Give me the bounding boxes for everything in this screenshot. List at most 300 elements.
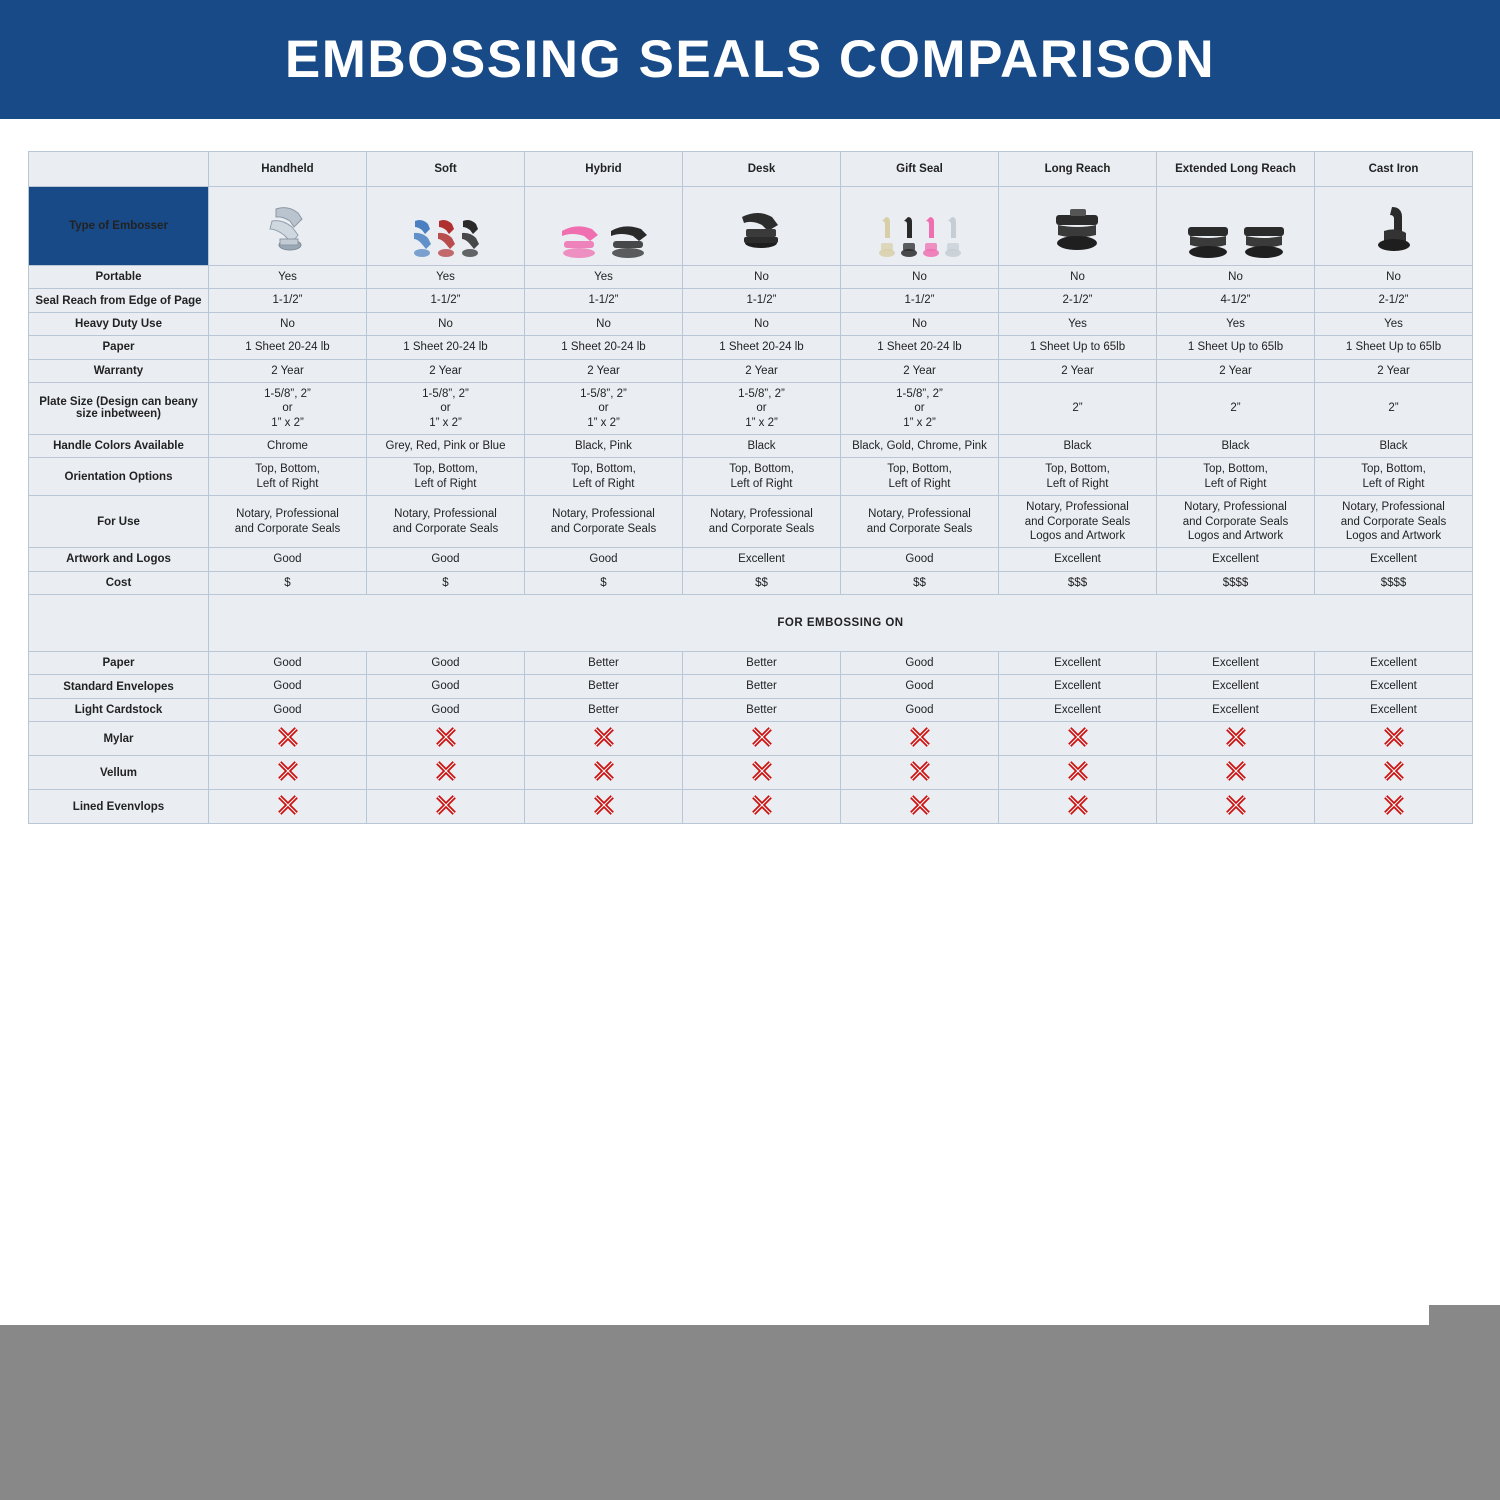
cell-value [1157, 435, 1315, 458]
cell-value [1157, 266, 1315, 289]
cell-text: Better [588, 657, 619, 669]
row-label-paper: Paper [29, 336, 209, 359]
row-label-warranty: Warranty [29, 359, 209, 382]
cell-value [209, 675, 367, 698]
cell-icon [841, 790, 999, 824]
column-header-cast-iron: Cast Iron [1315, 152, 1473, 187]
cast-iron-embosser-image [1315, 187, 1472, 265]
cell-value [525, 382, 683, 434]
cell-value [1315, 548, 1473, 571]
cell-value [1315, 312, 1473, 335]
cell-value [999, 382, 1157, 434]
cell-value [209, 698, 367, 721]
extended-long-reach-embosser-image [1157, 187, 1314, 265]
column-header-gift-seal: Gift Seal [841, 152, 999, 187]
cell-value [683, 435, 841, 458]
cell-text: Excellent [1212, 657, 1259, 669]
cell-value [525, 336, 683, 359]
cell-value [841, 458, 999, 496]
x-mark-icon [1383, 794, 1405, 816]
cell-text: Excellent [1212, 553, 1259, 566]
cell-text: 2 Year [1219, 364, 1252, 377]
table-row [29, 548, 1473, 571]
cell-text: 2” [1230, 402, 1241, 415]
cell-value [841, 382, 999, 434]
cell-value [683, 359, 841, 382]
column-header-handheld: Handheld [209, 152, 367, 187]
cell-text: Top, Bottom, Left of Right [1361, 463, 1426, 490]
cell-value [367, 548, 525, 571]
row-label-handle-colors-available: Handle Colors Available [29, 435, 209, 458]
cell-text: 2 Year [903, 364, 936, 377]
cell-value [525, 458, 683, 496]
x-mark-icon [277, 794, 299, 816]
cell-text: Good [905, 703, 934, 716]
cell-icon [999, 722, 1157, 756]
cell-icon [525, 756, 683, 790]
embosser-image-cell-cast-iron [1315, 187, 1473, 266]
cell-text: 1-1/2” [746, 294, 777, 307]
cell-text: Notary, Professional and Corporate Seals [392, 508, 499, 535]
cell-text: Good [273, 553, 302, 566]
x-mark-icon [593, 726, 615, 748]
cell-text: Good [905, 680, 934, 693]
cell-value [999, 571, 1157, 594]
table-header-row [29, 152, 1473, 187]
cell-value [841, 548, 999, 571]
cell-text: Notary, Professional and Corporate Seals [708, 508, 815, 535]
row-label-vellum: Vellum [29, 756, 209, 790]
cell-icon [683, 756, 841, 790]
cell-text: 1 Sheet 20-24 lb [403, 341, 488, 354]
table-row [29, 496, 1473, 548]
column-header-hybrid: Hybrid [525, 152, 683, 187]
cell-value [999, 359, 1157, 382]
cell-text: Black [1063, 440, 1092, 452]
cell-text: Good [431, 680, 460, 693]
cell-value [1315, 652, 1473, 675]
x-mark-icon [435, 726, 457, 748]
cell-text: No [754, 317, 769, 330]
cell-icon [1315, 756, 1473, 790]
cell-text: No [1228, 271, 1243, 283]
cell-value [1157, 359, 1315, 382]
x-mark-icon [909, 794, 931, 816]
cell-icon [683, 722, 841, 756]
cell-icon [209, 722, 367, 756]
cell-text: 2 Year [745, 364, 778, 377]
handheld-embosser-image [209, 187, 366, 265]
x-mark-icon [751, 726, 773, 748]
cell-value [525, 652, 683, 675]
table-row [29, 722, 1473, 756]
cell-icon [1315, 722, 1473, 756]
cell-icon [1157, 756, 1315, 790]
cell-value [683, 496, 841, 548]
embosser-image-cell-soft [367, 187, 525, 266]
cell-value [1157, 675, 1315, 698]
cell-value [367, 312, 525, 335]
cell-value [367, 336, 525, 359]
cell-text: No [1070, 271, 1085, 283]
cropped-area-overlay [0, 1325, 1429, 1500]
cell-text: Better [746, 680, 777, 693]
cell-text: 1 Sheet Up to 65lb [1187, 341, 1284, 354]
cell-value [999, 496, 1157, 548]
cell-icon [841, 756, 999, 790]
cell-icon [367, 790, 525, 824]
cell-value [367, 675, 525, 698]
long-reach-embosser-image [999, 187, 1156, 265]
cell-value [525, 571, 683, 594]
column-header-long-reach: Long Reach [999, 152, 1157, 187]
cell-value [999, 698, 1157, 721]
x-mark-icon [1067, 794, 1089, 816]
x-mark-icon [277, 760, 299, 782]
cell-value [525, 435, 683, 458]
cell-value [683, 312, 841, 335]
row-label-plate-size-design-can-beany-size-inbetween: Plate Size (Design can beany size inbetween) [29, 382, 209, 434]
table-row [29, 698, 1473, 721]
cell-value [209, 289, 367, 312]
table-row [29, 187, 1473, 266]
cell-text: 2” [1072, 402, 1083, 415]
cell-text: $$$$ [1222, 576, 1249, 589]
cell-value [367, 652, 525, 675]
cell-value [683, 336, 841, 359]
cell-value [683, 458, 841, 496]
cell-value [367, 289, 525, 312]
cell-value [1157, 458, 1315, 496]
cell-value [1157, 698, 1315, 721]
cell-text: 2 Year [1061, 364, 1094, 377]
cell-value [999, 435, 1157, 458]
cell-text: Good [431, 703, 460, 716]
x-mark-icon [1225, 726, 1247, 748]
cell-text: Excellent [1370, 553, 1417, 566]
cell-value [367, 458, 525, 496]
cell-text: Grey, Red, Pink or Blue [385, 440, 506, 452]
cell-value [683, 266, 841, 289]
cell-text: Good [273, 703, 302, 716]
x-mark-icon [1383, 760, 1405, 782]
cell-value [525, 698, 683, 721]
table-row [29, 312, 1473, 335]
cell-text: Excellent [1370, 703, 1417, 716]
section-banner-row [29, 595, 1473, 652]
cell-text: Good [273, 657, 302, 669]
cell-value [841, 435, 999, 458]
row-label-lined-evenvlops: Lined Evenvlops [29, 790, 209, 824]
x-mark-icon [751, 760, 773, 782]
cell-text: 1 Sheet Up to 65lb [1345, 341, 1442, 354]
cell-icon [1157, 722, 1315, 756]
x-mark-icon [909, 726, 931, 748]
cell-text: 1 Sheet 20-24 lb [245, 341, 330, 354]
cell-value [841, 336, 999, 359]
embosser-image-cell-gift-seal [841, 187, 999, 266]
cell-text: 1-1/2” [430, 294, 461, 307]
row-label-standard-envelopes: Standard Envelopes [29, 675, 209, 698]
x-mark-icon [751, 794, 773, 816]
cell-text: No [280, 317, 295, 330]
cell-text: Excellent [1054, 657, 1101, 669]
cell-icon [367, 756, 525, 790]
cell-value [1315, 359, 1473, 382]
cell-text: Notary, Professional and Corporate Seals [550, 508, 657, 535]
cell-value [209, 458, 367, 496]
cell-value [999, 336, 1157, 359]
cell-value [209, 266, 367, 289]
cell-value [683, 571, 841, 594]
cell-text: No [754, 271, 769, 283]
cell-text: 2” [1388, 402, 1399, 415]
row-label-light-cardstock: Light Cardstock [29, 698, 209, 721]
table-row [29, 435, 1473, 458]
x-mark-icon [1225, 794, 1247, 816]
column-header-desk: Desk [683, 152, 841, 187]
cell-value [367, 571, 525, 594]
cell-icon [999, 790, 1157, 824]
cell-text: $ [600, 576, 607, 589]
row-label-cost: Cost [29, 571, 209, 594]
cell-value [367, 382, 525, 434]
cell-value [1157, 571, 1315, 594]
cell-value [525, 266, 683, 289]
cell-value [525, 289, 683, 312]
page-header [0, 0, 1500, 123]
cell-value [209, 496, 367, 548]
cell-text: 1 Sheet 20-24 lb [561, 341, 646, 354]
cell-value [1157, 312, 1315, 335]
embosser-image-cell-long-reach [999, 187, 1157, 266]
page-title: EMBOSSING SEALS COMPARISON [284, 30, 1216, 89]
cell-text: Top, Bottom, Left of Right [413, 463, 478, 490]
cell-text: Excellent [1054, 553, 1101, 566]
cell-text: Yes [1226, 317, 1245, 330]
row-label-seal-reach-from-edge-of-page: Seal Reach from Edge of Page [29, 289, 209, 312]
cell-value [209, 571, 367, 594]
row-label-for-use: For Use [29, 496, 209, 548]
cell-text: Top, Bottom, Left of Right [887, 463, 952, 490]
cell-text: No [1386, 271, 1401, 283]
cell-value [1157, 496, 1315, 548]
cell-text: $$ [913, 576, 926, 589]
cell-value [1315, 571, 1473, 594]
cell-text: Better [588, 680, 619, 693]
cell-text: Excellent [1370, 657, 1417, 669]
cell-value [683, 548, 841, 571]
cell-value [367, 435, 525, 458]
cell-text: Black [1221, 440, 1250, 452]
cell-text: Excellent [1212, 680, 1259, 693]
cell-text: No [596, 317, 611, 330]
column-header-soft: Soft [367, 152, 525, 187]
embosser-image-cell-hybrid [525, 187, 683, 266]
comparison-table [28, 151, 1473, 824]
cell-value [999, 652, 1157, 675]
cell-text: Notary, Professional and Corporate Seals Logos and Artwork [1024, 501, 1131, 542]
cell-value [1315, 336, 1473, 359]
cell-text: Chrome [267, 440, 308, 452]
cell-value [367, 698, 525, 721]
cell-text: Notary, Professional and Corporate Seals Logos and Artwork [1182, 501, 1289, 542]
cell-value [1315, 698, 1473, 721]
cell-value [841, 675, 999, 698]
cell-text: Top, Bottom, Left of Right [571, 463, 636, 490]
cell-text: No [912, 271, 927, 283]
cell-value [683, 289, 841, 312]
table-row [29, 336, 1473, 359]
cell-text: Excellent [1054, 680, 1101, 693]
cell-value [999, 548, 1157, 571]
cell-value [841, 571, 999, 594]
cell-text: No [438, 317, 453, 330]
hybrid-embosser-image [525, 187, 682, 265]
embosser-image-cell-extended-long-reach [1157, 187, 1315, 266]
desk-embosser-image [683, 187, 840, 265]
cell-text: Notary, Professional and Corporate Seals [234, 508, 341, 535]
cell-value [525, 312, 683, 335]
table-row [29, 289, 1473, 312]
cell-value [209, 382, 367, 434]
cell-icon [367, 722, 525, 756]
cell-text: Top, Bottom, Left of Right [729, 463, 794, 490]
cell-value [683, 675, 841, 698]
cell-icon [683, 790, 841, 824]
cell-value [1315, 289, 1473, 312]
cell-value [209, 435, 367, 458]
cell-value [1157, 382, 1315, 434]
cell-value [1315, 266, 1473, 289]
row-label-type-of-embosser: Type of Embosser [29, 187, 209, 266]
cell-text: Yes [436, 271, 455, 283]
cell-icon [209, 790, 367, 824]
row-label-portable: Portable [29, 266, 209, 289]
cell-value [841, 289, 999, 312]
table-row [29, 359, 1473, 382]
cell-text: Better [746, 657, 777, 669]
cell-text: 2-1/2” [1062, 294, 1093, 307]
cell-text: 1-1/2” [272, 294, 303, 307]
embosser-image-cell-desk [683, 187, 841, 266]
x-mark-icon [1225, 760, 1247, 782]
cell-text: $ [284, 576, 291, 589]
cell-text: Excellent [1212, 703, 1259, 716]
cell-value [209, 312, 367, 335]
cell-text: $$$$ [1380, 576, 1407, 589]
cell-text: Yes [594, 271, 613, 283]
cell-text: 2 Year [271, 364, 304, 377]
cell-icon [525, 722, 683, 756]
cell-value [525, 548, 683, 571]
cell-value [999, 266, 1157, 289]
cell-text: 2-1/2” [1378, 294, 1409, 307]
cell-value [525, 496, 683, 548]
cell-text: Top, Bottom, Left of Right [255, 463, 320, 490]
cell-value [209, 359, 367, 382]
cell-text: Black [1379, 440, 1408, 452]
cell-icon [999, 756, 1157, 790]
cell-text: 1 Sheet Up to 65lb [1029, 341, 1126, 354]
x-mark-icon [593, 794, 615, 816]
cell-icon [841, 722, 999, 756]
cell-value [841, 312, 999, 335]
table-row [29, 266, 1473, 289]
cell-text: Good [905, 553, 934, 566]
cell-value [999, 458, 1157, 496]
cell-text: Yes [1068, 317, 1087, 330]
cell-text: Better [588, 703, 619, 716]
soft-embosser-image [367, 187, 524, 265]
row-label-artwork-and-logos: Artwork and Logos [29, 548, 209, 571]
cell-value [999, 289, 1157, 312]
cell-text: Good [273, 680, 302, 693]
cell-value [367, 266, 525, 289]
cell-text: Notary, Professional and Corporate Seals [866, 508, 973, 535]
column-header-extended-long-reach: Extended Long Reach [1157, 152, 1315, 187]
cell-value [1315, 675, 1473, 698]
cell-text: Black, Gold, Chrome, Pink [852, 440, 987, 452]
cell-value [841, 496, 999, 548]
cell-text: 4-1/2” [1220, 294, 1251, 307]
x-mark-icon [909, 760, 931, 782]
cell-text: $ [442, 576, 449, 589]
x-mark-icon [277, 726, 299, 748]
cell-value [1157, 548, 1315, 571]
cell-text: 1 Sheet 20-24 lb [877, 341, 962, 354]
table-row [29, 756, 1473, 790]
cell-value [683, 698, 841, 721]
cell-value [1157, 289, 1315, 312]
cell-text: Excellent [1054, 703, 1101, 716]
table-row [29, 382, 1473, 434]
cell-text: 1-5/8”, 2” or 1” x 2” [580, 387, 627, 429]
table-corner-cell [29, 152, 209, 187]
cell-text: $$ [755, 576, 768, 589]
x-mark-icon [1067, 726, 1089, 748]
row-label-orientation-options: Orientation Options [29, 458, 209, 496]
section-banner-spacer [29, 595, 209, 652]
x-mark-icon [435, 794, 457, 816]
cell-text: $$$ [1067, 576, 1088, 589]
x-mark-icon [1383, 726, 1405, 748]
cell-value [999, 312, 1157, 335]
cell-value [209, 652, 367, 675]
cell-text: Better [746, 703, 777, 716]
x-mark-icon [1067, 760, 1089, 782]
table-row [29, 652, 1473, 675]
cell-value [209, 548, 367, 571]
cell-icon [209, 756, 367, 790]
table-row [29, 571, 1473, 594]
gift-seal-embosser-image [841, 187, 998, 265]
cell-value [209, 336, 367, 359]
cell-text: Yes [278, 271, 297, 283]
cell-text: Top, Bottom, Left of Right [1203, 463, 1268, 490]
comparison-table-wrapper [0, 123, 1500, 824]
cell-value [841, 266, 999, 289]
table-row [29, 458, 1473, 496]
table-row [29, 675, 1473, 698]
cell-icon [1315, 790, 1473, 824]
cell-text: 2 Year [429, 364, 462, 377]
cell-value [1315, 435, 1473, 458]
cell-text: 2 Year [1377, 364, 1410, 377]
cell-text: 1 Sheet 20-24 lb [719, 341, 804, 354]
cell-text: Black, Pink [575, 440, 632, 452]
cell-icon [525, 790, 683, 824]
